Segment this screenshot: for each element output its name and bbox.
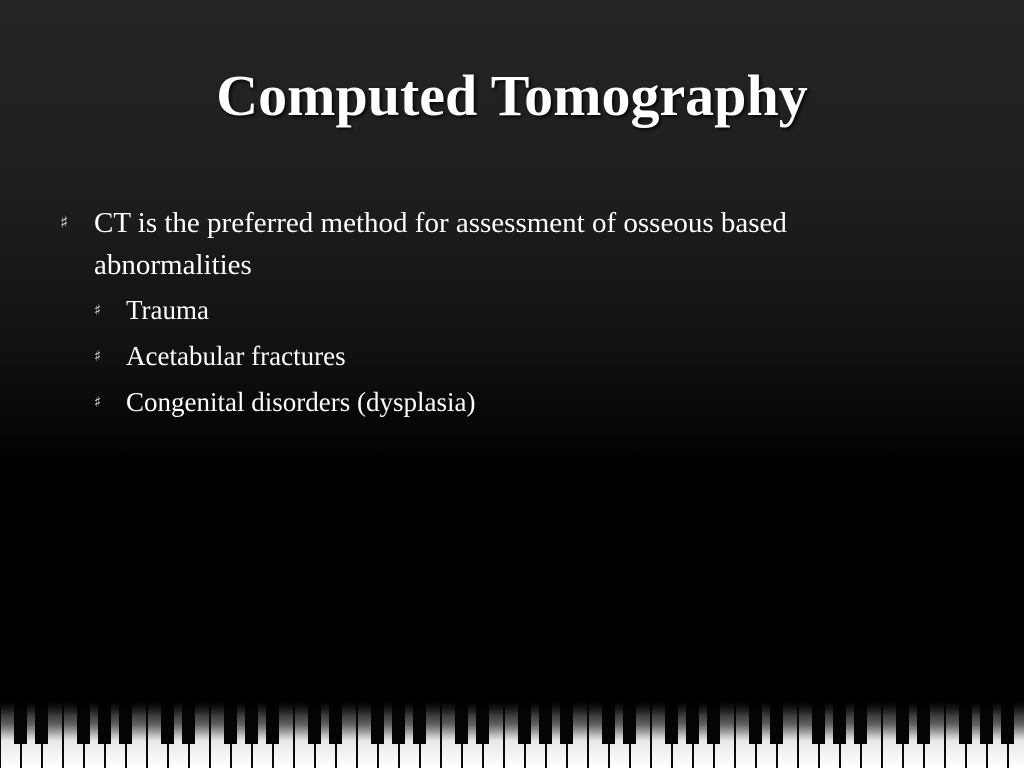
sharp-bullet-icon: ♯ — [94, 301, 102, 319]
sharp-bullet-icon: ♯ — [60, 213, 69, 233]
bullet-text: CT is the preferred method for assessment of osseous based abnormalities — [94, 207, 787, 281]
piano-keys-graphic — [0, 700, 1024, 768]
sharp-bullet-icon: ♯ — [94, 393, 102, 411]
sub-bullet-item — [58, 292, 918, 328]
sub-bullet-item — [58, 338, 918, 374]
piano-keys-decoration — [0, 700, 1024, 768]
sub-bullet-item — [58, 384, 918, 420]
slide-title: Computed Tomography — [216, 63, 808, 128]
sub-bullet-text: Congenital disorders (dysplasia) — [126, 387, 476, 417]
sharp-bullet-icon: ♯ — [94, 347, 102, 365]
sub-bullet-text: Trauma — [126, 295, 210, 325]
slide-body — [58, 202, 918, 420]
bullet-item — [58, 202, 918, 286]
sub-bullet-text: Acetabular fractures — [126, 341, 346, 371]
